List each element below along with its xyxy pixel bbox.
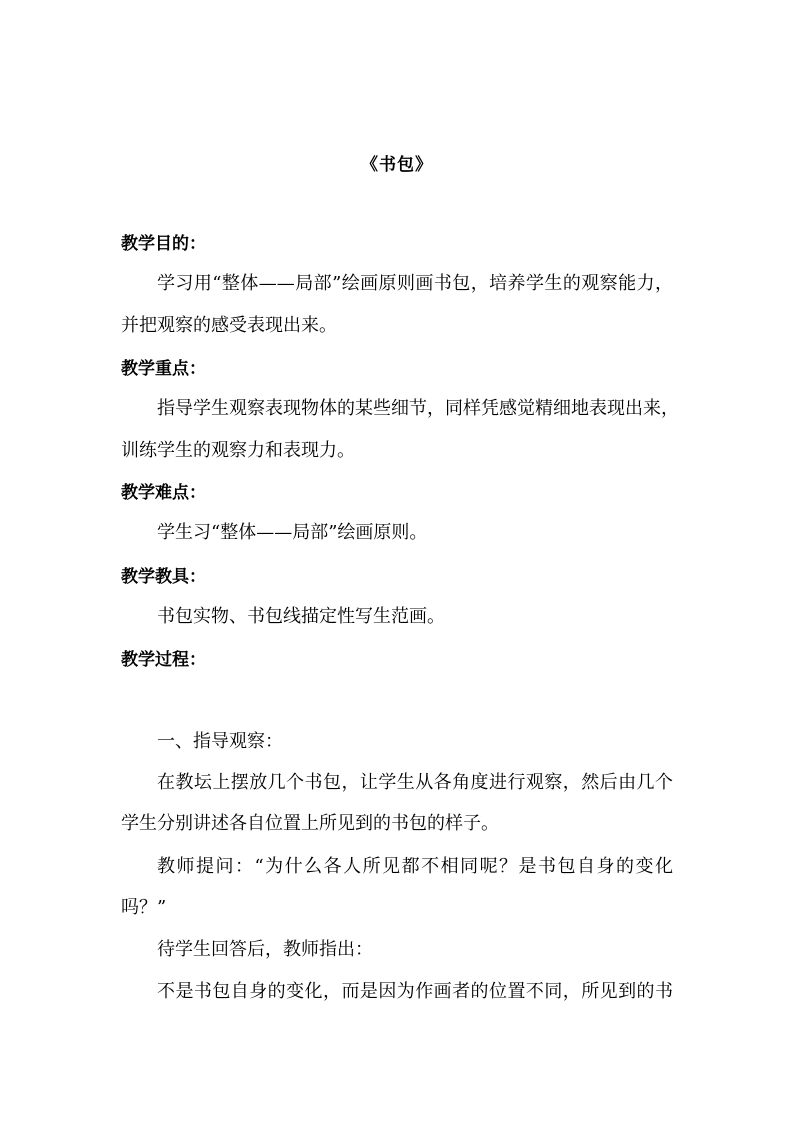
paragraph-1-line-1: 在教坛上摆放几个书包，让学生从各角度进行观察，然后由几个 <box>157 772 673 793</box>
aids-heading: 教学教具： <box>121 567 206 587</box>
difficulties-line-1: 学生习“整体——局部”绘画原则。 <box>157 522 428 543</box>
difficulties-heading: 教学难点： <box>121 483 206 503</box>
objective-line-2: 并把观察的感受表现出来。 <box>121 315 337 336</box>
key-points-line-2: 训练学生的观察力和表现力。 <box>121 440 355 461</box>
step1-heading: 一、指导观察： <box>157 731 283 752</box>
key-points-heading: 教学重点： <box>121 359 206 379</box>
page-title: 《书包》 <box>361 155 433 175</box>
process-heading: 教学过程： <box>121 650 206 670</box>
paragraph-2-line-1: 教师提问：“为什么各人所见都不相同呢？是书包自身的变化 <box>157 856 673 877</box>
objective-line-1: 学习用“整体——局部”绘画原则画书包，培养学生的观察能力， <box>157 273 673 294</box>
paragraph-1-line-2: 学生分别讲述各自位置上所见到的书包的样子。 <box>121 813 499 834</box>
aids-line-1: 书包实物、书包线描定性写生范画。 <box>157 606 445 627</box>
objective-heading: 教学目的： <box>121 234 206 254</box>
key-points-line-1: 指导学生观察表现物体的某些细节，同样凭感觉精细地表现出来， <box>157 398 679 419</box>
paragraph-4-line-1: 不是书包自身的变化，而是因为作画者的位置不同，所见到的书 <box>157 981 673 1002</box>
paragraph-3-line-1: 待学生回答后，教师指出： <box>157 939 373 960</box>
paragraph-2-line-2: 吗？” <box>121 897 167 918</box>
